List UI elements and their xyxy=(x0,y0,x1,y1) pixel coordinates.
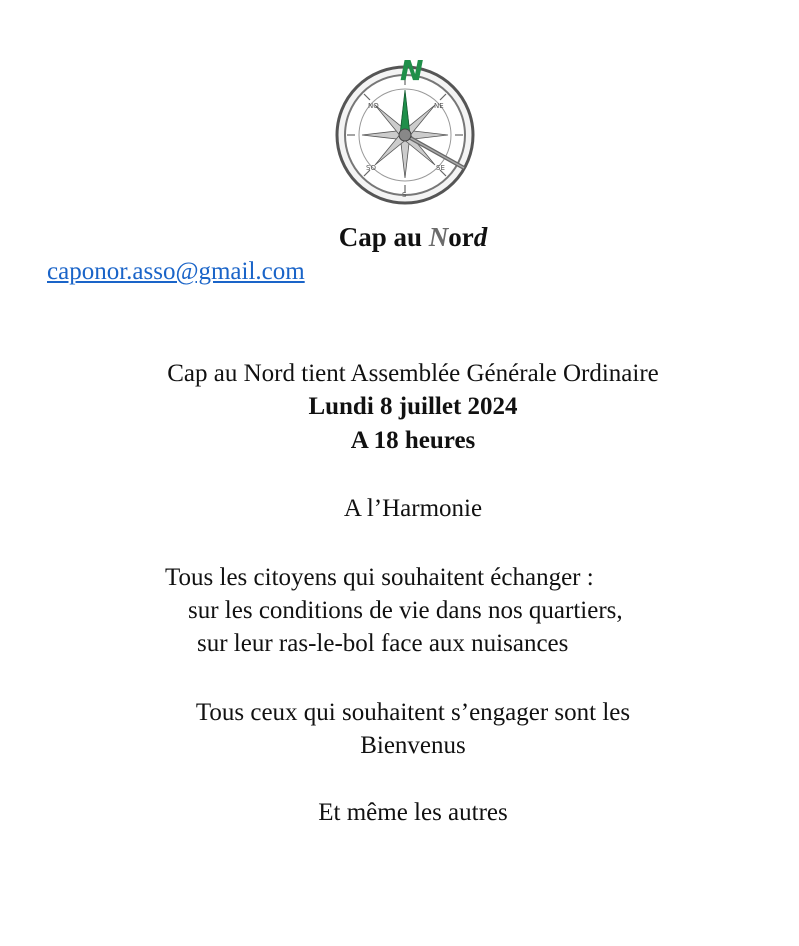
meeting-time: A 18 heures xyxy=(350,427,476,454)
svg-text:N: N xyxy=(400,54,424,87)
svg-text:S: S xyxy=(402,191,407,199)
email-link[interactable]: caponor.asso@gmail.com xyxy=(47,258,305,285)
svg-text:SE: SE xyxy=(436,164,445,172)
svg-text:NO: NO xyxy=(368,102,379,110)
invite-item-1: sur les conditions de vie dans nos quartiers, xyxy=(188,597,623,624)
organization-title xyxy=(0,220,799,254)
invite-item-2: sur leur ras-le-bol face aux nuisances xyxy=(197,630,569,657)
closing-line: Et même les autres xyxy=(318,799,508,826)
assembly-announcement: Cap au Nord tient Assemblée Générale Ordinaire xyxy=(167,360,659,387)
svg-text:NE: NE xyxy=(434,102,444,110)
compass-icon xyxy=(330,50,482,210)
title-n-letter: N xyxy=(428,222,449,252)
title-d-letter: d xyxy=(473,222,488,252)
meeting-place: A l’Harmonie xyxy=(343,495,483,522)
compass-logo xyxy=(330,50,482,210)
meeting-date: Lundi 8 juillet 2024 xyxy=(308,393,518,420)
title-or: or xyxy=(448,222,474,252)
title-prefix: Cap au xyxy=(338,222,429,252)
welcome-line-1: Tous ceux qui souhaitent s’engager sont les xyxy=(195,699,631,726)
welcome-line-2: Bienvenus xyxy=(360,732,466,759)
svg-text:SO: SO xyxy=(366,164,376,172)
invite-intro: Tous les citoyens qui souhaitent échanger : xyxy=(165,564,594,591)
